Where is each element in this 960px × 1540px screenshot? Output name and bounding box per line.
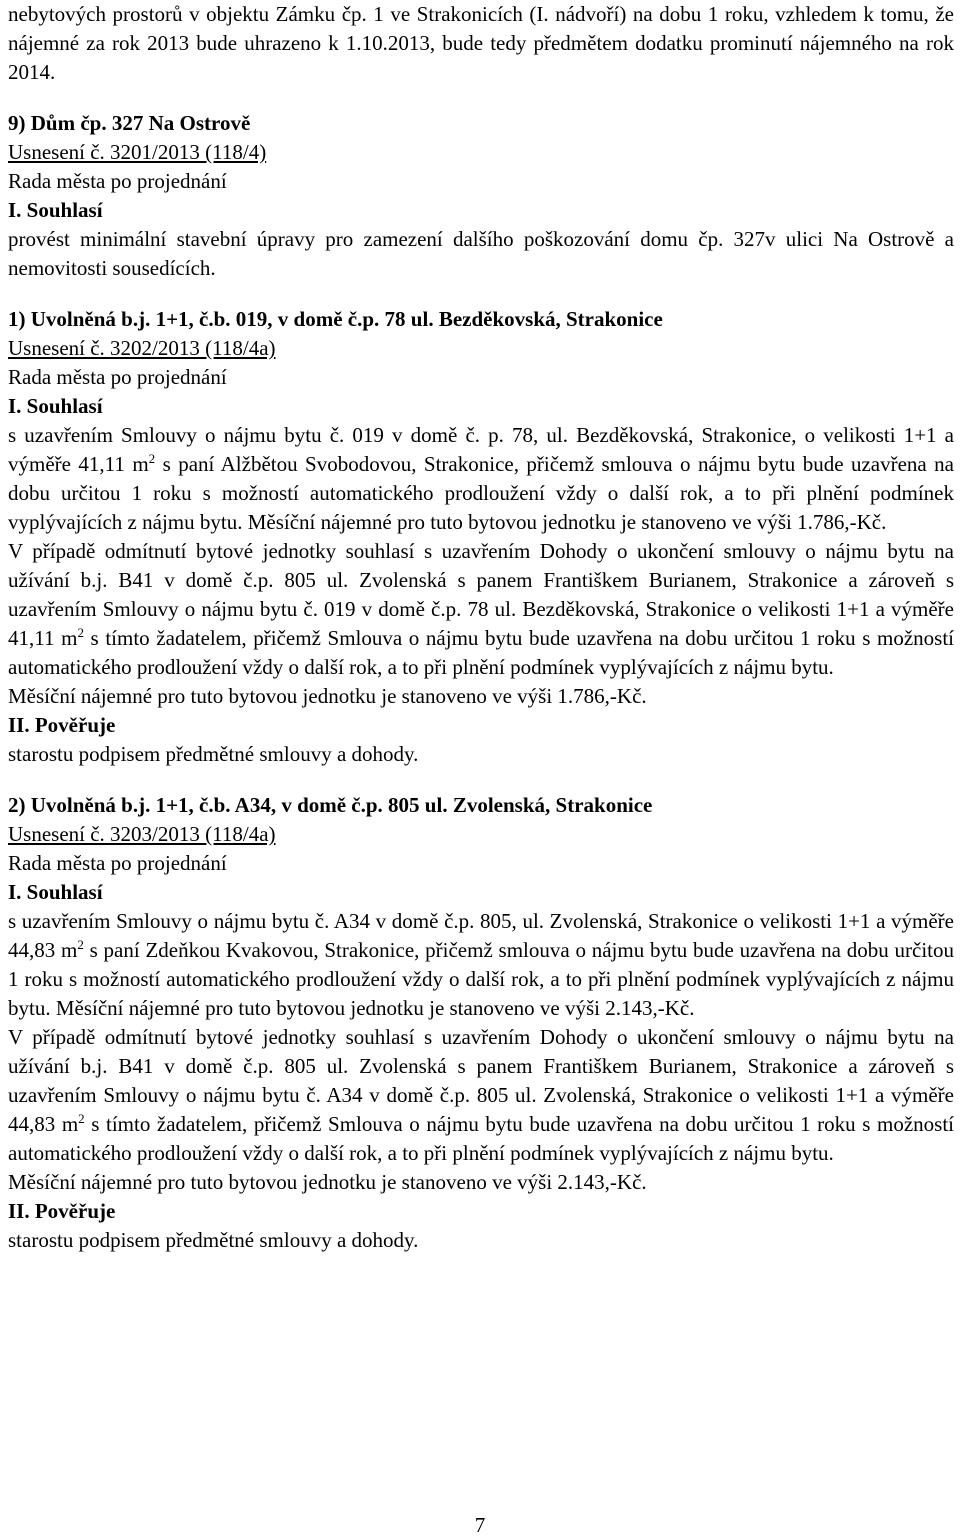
item-9-resolution: Usnesení č. 3201/2013 (118/4) xyxy=(8,140,267,164)
sub-2-paragraph-1 xyxy=(8,907,954,1023)
sub-2-resolution: Usnesení č. 3203/2013 (118/4a) xyxy=(8,822,276,846)
sub-1-paragraph-2-sup: 2 xyxy=(77,625,84,640)
sub-1-council: Rada města po projednání xyxy=(8,365,227,389)
sub-1-heading: 1) Uvolněná b.j. 1+1, č.b. 019, v domě č.p. 78 ul. Bezděkovská, Strakonice xyxy=(8,307,663,331)
sub-2-paragraph-2 xyxy=(8,1023,954,1168)
sub-1-paragraph-2-a: V případě odmítnutí bytové jednotky souhlasí s uzavřením Dohody o ukončení smlouvy o nájmu bytu na užívání b.j. B41 v domě č.p. 805 ul. Zvolenská s panem Františkem Burianem, Strakonice a zároveň s uzavřením Smlouvy o nájmu bytu č. 019 v domě č.p. 78 ul. Bezděkovská, Strakonice o velikosti 1+1 a výměře 41,11 m xyxy=(8,539,954,650)
item-9-section xyxy=(8,109,954,283)
sub-1-paragraph-1 xyxy=(8,421,954,537)
item-9-text: provést minimální stavební úpravy pro zamezení dalšího poškozování domu čp. 327v ulici Na Ostrově a nemovitosti sousedících. xyxy=(8,227,954,280)
sub-1-paragraph-1-b: s paní Alžbětou Svobodovou, Strakonice, přičemž smlouva o nájmu bytu bude uzavřena na dobu určitou 1 roku s možností automatického prodloužení vždy o další rok, a to při plnění podmínek vyplývajících z nájmu bytu. Měsíční nájemné pro tuto bytovou jednotku je stanoveno ve výši 1.786,-Kč. xyxy=(8,452,954,534)
sub-2-paragraph-2-sup: 2 xyxy=(78,1111,85,1126)
sub-1-paragraph-2 xyxy=(8,537,954,682)
sub-2-paragraph-3: Měsíční nájemné pro tuto bytovou jednotku je stanoveno ve výši 2.143,-Kč. xyxy=(8,1170,647,1194)
sub-2-decision-2: II. Pověřuje xyxy=(8,1199,116,1223)
sub-1-resolution: Usnesení č. 3202/2013 (118/4a) xyxy=(8,336,276,360)
sub-1-paragraph-2-b: s tímto žadatelem, přičemž Smlouva o nájmu bytu bude uzavřena na dobu určitou 1 roku s možností automatického prodloužení vždy o další rok, a to při plnění podmínek vyplývajících z nájmu bytu. xyxy=(8,626,954,679)
document-page xyxy=(8,0,954,1255)
sub-1-section xyxy=(8,305,954,769)
sub-2-heading: 2) Uvolněná b.j. 1+1, č.b. A34, v domě č.p. 805 ul. Zvolenská, Strakonice xyxy=(8,793,653,817)
item-9-decision: I. Souhlasí xyxy=(8,198,103,222)
sub-2-text-2: starostu podpisem předmětné smlouvy a dohody. xyxy=(8,1228,419,1252)
intro-paragraph: nebytových prostorů v objektu Zámku čp. 1 ve Strakonicích (I. nádvoří) na dobu 1 roku, vzhledem k tomu, že nájemné za rok 2013 bude uhrazeno k 1.10.2013, bude tedy předmětem dodatku prominutí nájemného na rok 2014. xyxy=(8,2,954,84)
sub-1-decision: I. Souhlasí xyxy=(8,394,103,418)
item-9-council: Rada města po projednání xyxy=(8,169,227,193)
sub-1-paragraph-1-a: s uzavřením Smlouvy o nájmu bytu č. 019 v domě č. p. 78, ul. Bezděkovská, Strakonice, o velikosti 1+1 a výměře 41,11 m xyxy=(8,423,954,476)
sub-1-decision-2: II. Pověřuje xyxy=(8,713,116,737)
sub-2-paragraph-2-b: s tímto žadatelem, přičemž Smlouva o nájmu bytu bude uzavřena na dobu určitou 1 roku s možností automatického prodloužení vždy o další rok, a to při plnění podmínek vyplývajících z nájmu bytu. xyxy=(8,1112,954,1165)
item-9-heading: 9) Dům čp. 327 Na Ostrově xyxy=(8,111,251,135)
sub-2-section xyxy=(8,791,954,1255)
sub-2-paragraph-1-a: s uzavřením Smlouvy o nájmu bytu č. A34 v domě č.p. 805, ul. Zvolenská, Strakonice o velikosti 1+1 a výměře 44,83 m xyxy=(8,909,954,962)
sub-2-paragraph-1-sup: 2 xyxy=(77,937,84,952)
sub-2-decision: I. Souhlasí xyxy=(8,880,103,904)
sub-1-text-2: starostu podpisem předmětné smlouvy a dohody. xyxy=(8,742,419,766)
page-number: 7 xyxy=(474,1513,486,1537)
sub-1-paragraph-3: Měsíční nájemné pro tuto bytovou jednotku je stanoveno ve výši 1.786,-Kč. xyxy=(8,684,647,708)
sub-2-paragraph-2-a: V případě odmítnutí bytové jednotky souhlasí s uzavřením Dohody o ukončení smlouvy o nájmu bytu na užívání b.j. B41 v domě č.p. 805 ul. Zvolenská s panem Františkem Burianem, Strakonice a zároveň s uzavřením Smlouvy o nájmu bytu č. A34 v domě č.p. 805 ul. Zvolenská, Strakonice o velikosti 1+1 a výměře 44,83 m xyxy=(8,1025,954,1136)
sub-2-paragraph-1-b: s paní Zdeňkou Kvakovou, Strakonice, přičemž smlouva o nájmu bytu bude uzavřena na dobu určitou 1 roku s možností automatického prodloužení vždy o další rok, a to při plnění podmínek vyplývajících z nájmu bytu. Měsíční nájemné pro tuto bytovou jednotku je stanoveno ve výši 2.143,-Kč. xyxy=(8,938,954,1020)
sub-1-paragraph-1-sup: 2 xyxy=(148,451,156,466)
sub-2-council: Rada města po projednání xyxy=(8,851,227,875)
